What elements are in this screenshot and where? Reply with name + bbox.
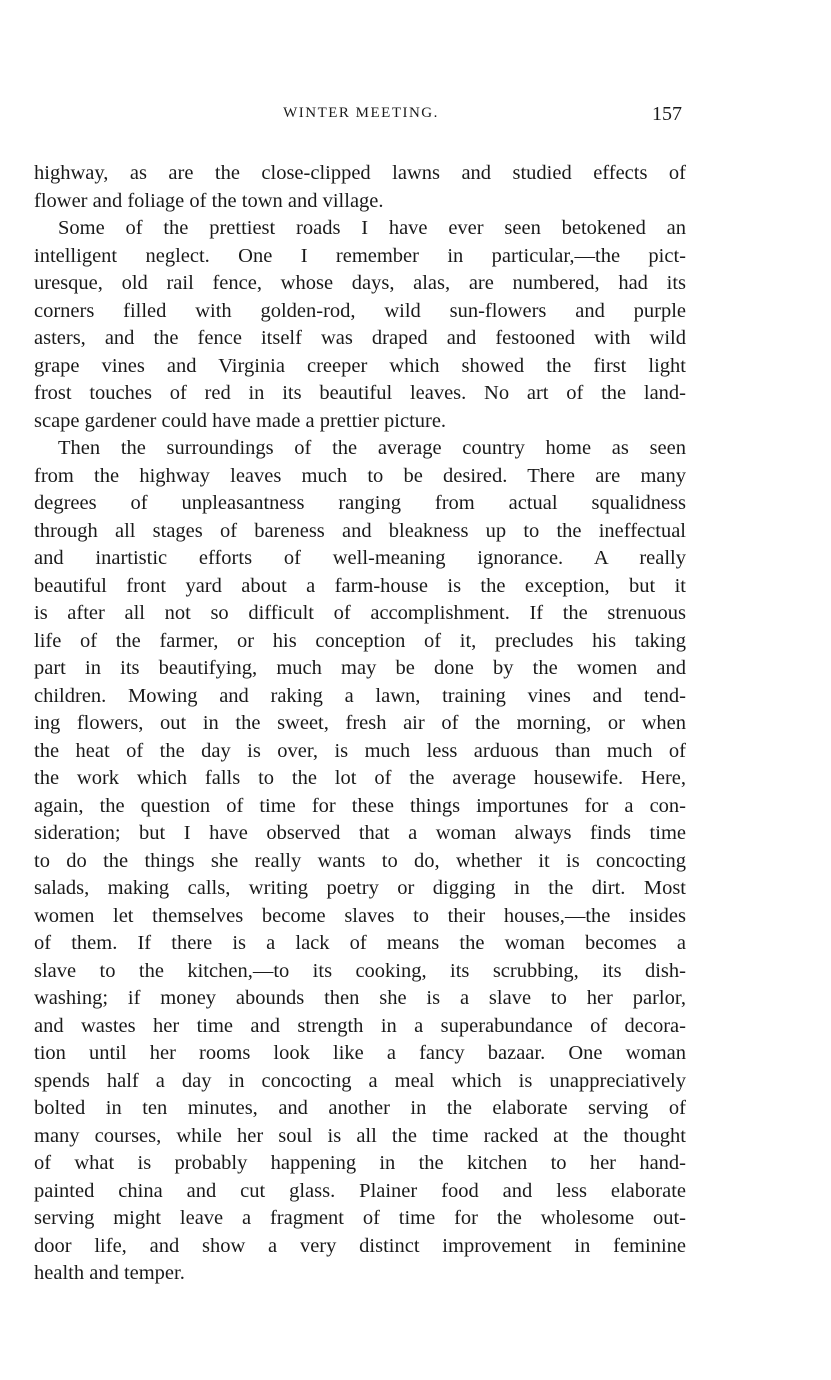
body-text	[34, 160, 686, 1288]
text-line: grape vines and Virginia creeper which showed the first light	[34, 354, 686, 377]
text-line: again, the question of time for these things importunes for a con-	[34, 794, 686, 817]
paragraph	[34, 160, 686, 215]
text-line: Some of the prettiest roads I have ever seen betokened an	[58, 217, 686, 239]
page-header	[40, 105, 682, 129]
text-line: spends half a day in concocting a meal which is unappreciatively	[34, 1069, 686, 1092]
text-line: serving might leave a fragment of time for the wholesome out-	[34, 1207, 686, 1229]
page-number: 157	[652, 103, 682, 125]
text-line: health and temper.	[34, 1262, 185, 1284]
text-line: the heat of the day is over, is much less arduous than much of	[34, 739, 686, 762]
text-line: children. Mowing and raking a lawn, training vines and tend-	[34, 684, 686, 707]
text-line: slave to the kitchen,—to its cooking, its scrubbing, its dish-	[34, 959, 686, 982]
text-line: flower and foliage of the town and village.	[34, 189, 384, 212]
text-line: and inartistic efforts of well-meaning ignorance. A really	[34, 547, 686, 569]
text-line: degrees of unpleasantness ranging from actual squalidness	[34, 492, 686, 514]
text-line: and wastes her time and strength in a superabundance of decora-	[34, 1014, 686, 1037]
text-line: sideration; but I have observed that a woman always finds time	[34, 822, 686, 844]
text-line: the work which falls to the lot of the average housewife. Here,	[34, 767, 686, 789]
text-line: uresque, old rail fence, whose days, alas, are numbered, had its	[34, 272, 686, 294]
text-line: corners filled with golden-rod, wild sun-flowers and purple	[34, 299, 686, 322]
paragraph	[34, 435, 686, 1288]
text-line: through all stages of bareness and bleakness up to the ineffectual	[34, 519, 686, 542]
text-line: painted china and cut glass. Plainer food and less elaborate	[34, 1179, 686, 1202]
text-line: door life, and show a very distinct improvement in feminine	[34, 1234, 686, 1257]
text-line: many courses, while her soul is all the time racked at the thought	[34, 1124, 686, 1147]
text-line: frost touches of red in its beautiful leaves. No art of the land-	[34, 382, 686, 404]
text-line: intelligent neglect. One I remember in particular,—the pict-	[34, 244, 686, 267]
text-line: beautiful front yard about a farm-house is the exception, but it	[34, 574, 686, 597]
text-line: life of the farmer, or his conception of it, precludes his taking	[34, 629, 686, 652]
text-line: of what is probably happening in the kitchen to her hand-	[34, 1152, 686, 1174]
text-line: part in its beautifying, much may be done by the women and	[34, 657, 686, 679]
text-line: Then the surroundings of the average country home as seen	[58, 437, 686, 459]
text-line: women let themselves become slaves to their houses,—the insides	[34, 904, 686, 927]
text-line: from the highway leaves much to be desired. There are many	[34, 464, 686, 487]
text-line: is after all not so difficult of accomplishment. If the strenuous	[34, 602, 686, 624]
text-line: to do the things she really wants to do, whether it is concocting	[34, 849, 686, 872]
paragraph	[34, 215, 686, 435]
running-title: WINTER MEETING.	[283, 105, 439, 121]
text-line: of them. If there is a lack of means the woman becomes a	[34, 932, 686, 954]
text-line: salads, making calls, writing poetry or digging in the dirt. Most	[34, 877, 686, 899]
text-line: tion until her rooms look like a fancy bazaar. One woman	[34, 1042, 686, 1064]
text-line: asters, and the fence itself was draped and festooned with wild	[34, 327, 686, 349]
text-line: ing flowers, out in the sweet, fresh air of the morning, or when	[34, 712, 686, 734]
text-line: scape gardener could have made a prettier picture.	[34, 409, 447, 432]
text-line: bolted in ten minutes, and another in the elaborate serving of	[34, 1097, 686, 1119]
text-line: highway, as are the close-clipped lawns and studied effects of	[34, 162, 686, 184]
text-line: washing; if money abounds then she is a slave to her parlor,	[34, 987, 686, 1009]
